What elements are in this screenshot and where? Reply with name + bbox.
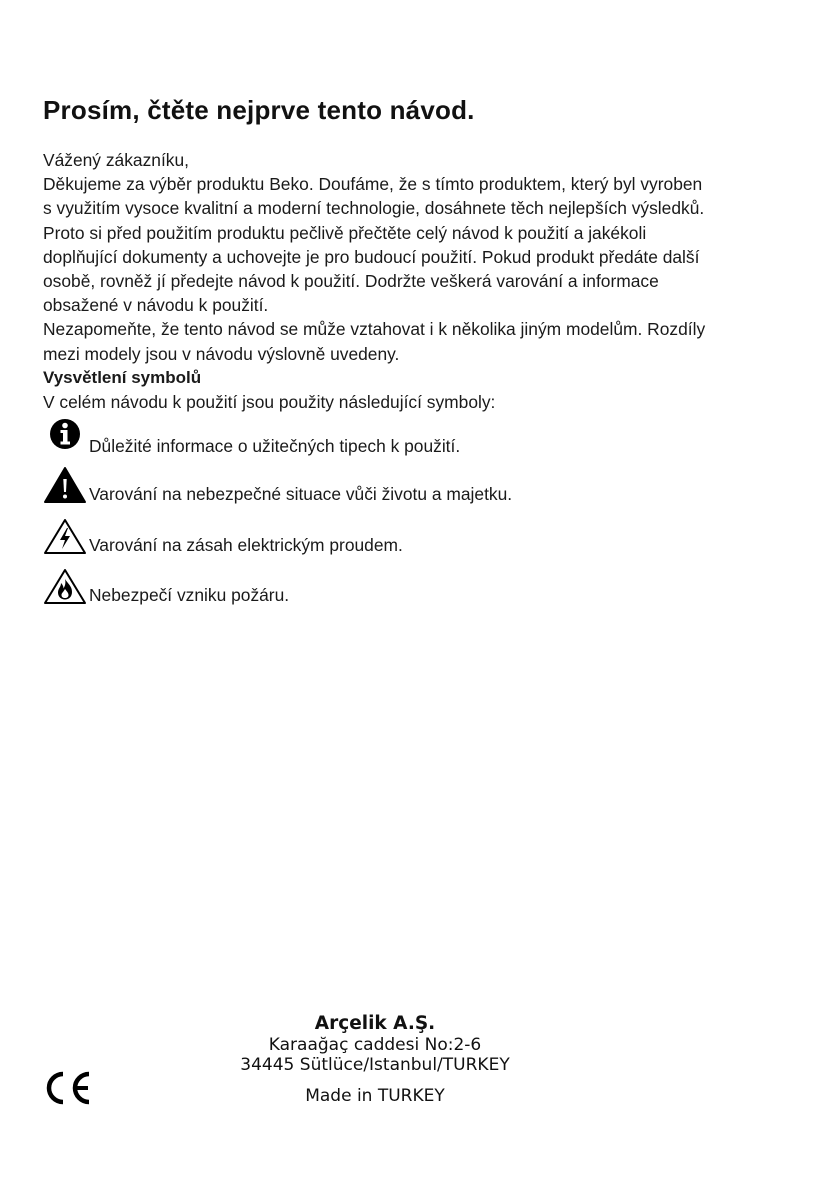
paragraph-line: Proto si před použitím produktu pečlivě přečtěte celý návod k použití a jakékoli — [43, 222, 647, 243]
paragraph-line: obsažené v návodu k použití. — [43, 295, 269, 316]
symbols-intro: V celém návodu k použití jsou použity následující symboly: — [43, 392, 496, 413]
paragraph-line: Nezapomeňte, že tento návod se může vztahovat i k několika jiným modelům. Rozdíly — [43, 319, 706, 340]
symbols-heading: Vysvětlení symbolů — [43, 367, 202, 387]
manufacturer-address — [200, 1013, 550, 1106]
paragraph-line: mezi modely jsou v návodu výslovně uvedeny. — [43, 343, 400, 364]
address-line: 34445 Sütlüce/Istanbul/TURKEY — [240, 1055, 510, 1075]
greeting: Vážený zákazníku, — [43, 150, 189, 170]
paragraph-line: Děkujeme za výběr produktu Beko. Doufáme, že s tímto produktem, který byl vyroben — [43, 174, 703, 195]
made-in: Made in TURKEY — [305, 1086, 445, 1106]
paragraph-line: s využitím vysoce kvalitní a moderní technologie, dosáhnete těch nejlepších výsledků. — [43, 198, 705, 219]
ce-mark-logo — [43, 1070, 95, 1111]
symbol-row-electric — [43, 517, 403, 557]
fire-hazard-icon — [43, 567, 89, 607]
symbol-label: Důležité informace o užitečných tipech k použití. — [89, 436, 461, 456]
intro-text — [43, 148, 803, 414]
warning-icon — [43, 466, 89, 506]
paragraph-line: osobě, rovněž jí předejte návod k použití. Dodržte veškerá varování a informace — [43, 271, 659, 292]
paragraph-line: doplňující dokumenty a uchovejte je pro budoucí použití. Pokud produkt předáte další — [43, 246, 700, 267]
electric-shock-icon — [43, 517, 89, 557]
symbol-row-warning — [43, 466, 512, 506]
symbol-row-info — [43, 418, 460, 458]
address-line: Karaağaç caddesi No:2-6 — [268, 1035, 482, 1055]
page-title: Prosím, čtěte nejprve tento návod. — [43, 95, 475, 125]
symbol-label: Varování na zásah elektrickým proudem. — [89, 535, 403, 555]
symbol-row-fire — [43, 567, 289, 607]
company-name: Arçelik A.Ş. — [314, 1013, 436, 1034]
symbol-label: Nebezpečí vzniku požáru. — [89, 585, 290, 605]
symbol-label: Varování na nebezpečné situace vůči životu a majetku. — [89, 484, 513, 504]
info-icon — [43, 418, 89, 458]
